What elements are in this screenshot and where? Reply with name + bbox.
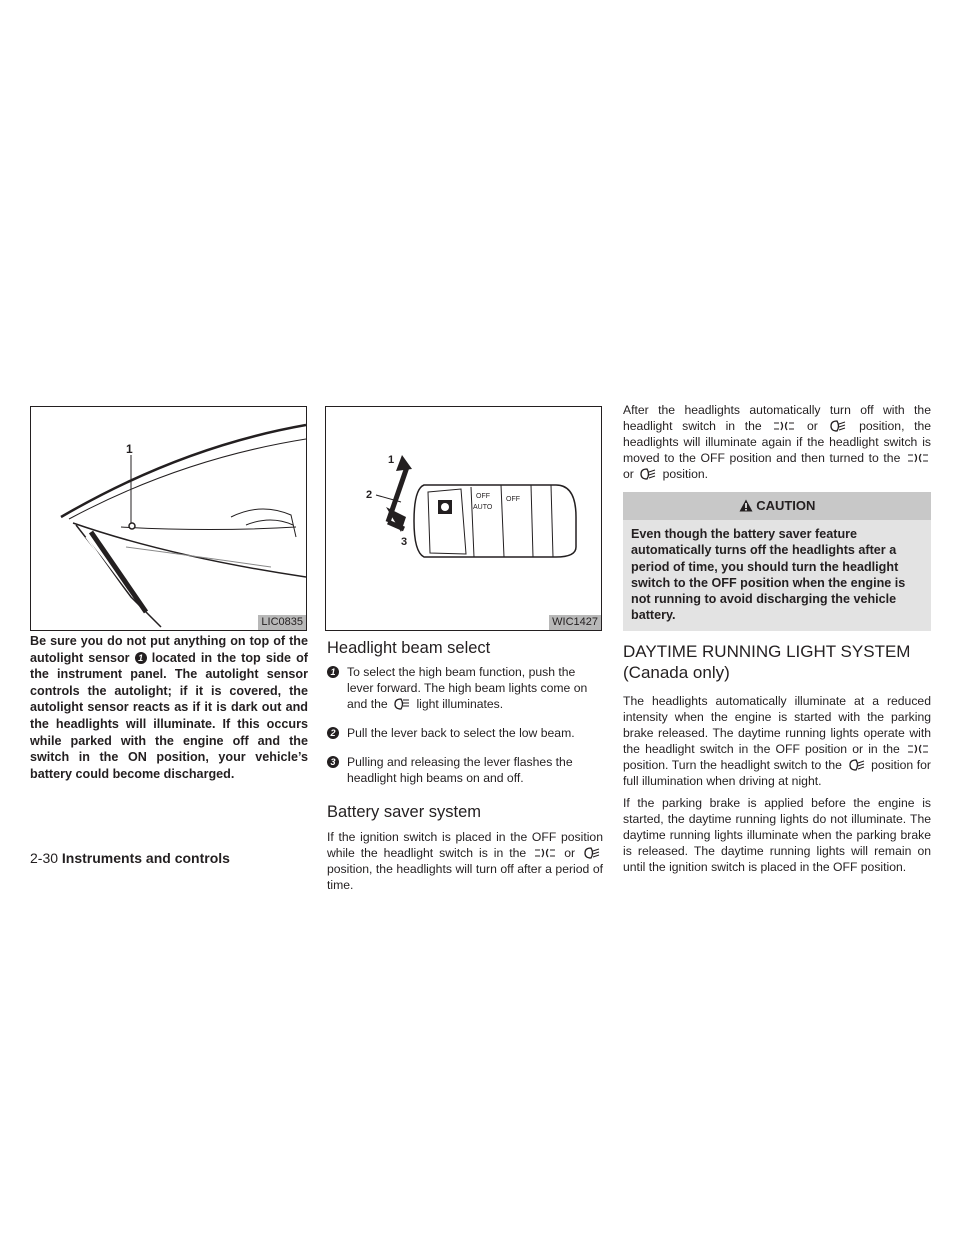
high-beam-icon	[394, 698, 410, 710]
list-item: 2 Pull the lever back to select the low beam.	[327, 725, 603, 741]
list-item: 1 To select the high beam function, push the lever forward. The high beam lights come on and the light illuminates.	[327, 664, 603, 712]
daytime-running-light-text: The headlights automatically illuminate at a reduced intensity when the engine is started with the parking brake released. The daytime running lights operate with the headlight switch in the OFF position or in the position. Turn the headlight switch to the position for full illumination when driving at night.	[623, 693, 931, 788]
figure-label: LIC0835	[258, 615, 306, 630]
figure-label: WIC1427	[549, 615, 601, 630]
page-number: 2-30	[30, 850, 59, 866]
callout-3: 3	[401, 536, 408, 548]
caution-header: CAUTION	[623, 492, 931, 520]
battery-saver-continued: After the headlights automatically turn off with the headlight switch in the or position, the headlights will illuminate again if the headlight switch is moved to the OFF position and then turned to the or position.	[623, 403, 932, 481]
headlight-icon	[640, 468, 656, 480]
section-name: Instruments and controls	[61, 850, 230, 866]
daytime-running-light-heading: DAYTIME RUNNING LIGHT SYSTEM (Canada only)	[623, 641, 911, 682]
autolight-sensor-figure	[30, 406, 307, 631]
list-item: 3 Pulling and releasing the lever flashes the headlight high beams on and off.	[327, 754, 603, 786]
autolight-warning: Be sure you do not put anything on top of the autolight sensor 1 located in the top side of the instrument panel. The autolight sensor controls the autolight; if it is covered, the autolight sensor reacts as if it is dark out and the headlights will illuminate. If this occurs while parked with the engine off and the switch in the ON position, your vehicle’s battery could become discharged.	[30, 634, 308, 781]
circled-number-icon: 1	[135, 652, 147, 664]
caution-text: Even though the battery saver feature automatically turns off the headlights after a period of time, you should turn the headlight switch to the OFF position when the engine is not running to avoid discharging the vehicle battery.	[623, 520, 931, 631]
circled-number-icon: 3	[327, 756, 339, 768]
callout-1: 1	[126, 442, 133, 456]
off-label: OFF	[476, 493, 490, 500]
headlight-icon	[584, 847, 600, 859]
lever-illustration	[326, 407, 602, 631]
warning-triangle-icon	[739, 499, 753, 512]
headlight-beam-select-heading: Headlight beam select	[327, 639, 491, 657]
off-label-2: OFF	[506, 496, 520, 503]
battery-saver-text: If the ignition switch is placed in the OFF position while the headlight switch is in the or position, the headlights will turn off after a period of time.	[327, 830, 603, 892]
battery-saver-heading: Battery saver system	[327, 803, 482, 821]
caution-box	[623, 492, 931, 631]
callout-2: 2	[366, 489, 373, 501]
parking-light-icon	[908, 743, 928, 755]
circled-number-icon: 1	[327, 666, 339, 678]
callout-1: 1	[388, 454, 395, 466]
page-footer	[30, 850, 230, 866]
parking-light-icon	[535, 847, 555, 859]
headlight-icon	[849, 759, 865, 771]
parking-light-icon	[774, 420, 794, 432]
dashboard-illustration	[31, 407, 307, 631]
parking-brake-text: If the parking brake is applied before the engine is started, the daytime running lights do not illuminate. The daytime running lights illuminate when the parking brake is released. The daytime running lights will remain on until the ignition switch is placed in the OFF position.	[623, 795, 931, 874]
parking-light-icon	[908, 452, 928, 464]
headlight-icon	[830, 420, 846, 432]
auto-label: AUTO	[473, 504, 493, 511]
headlight-lever-figure	[325, 406, 602, 631]
circled-number-icon: 2	[327, 727, 339, 739]
